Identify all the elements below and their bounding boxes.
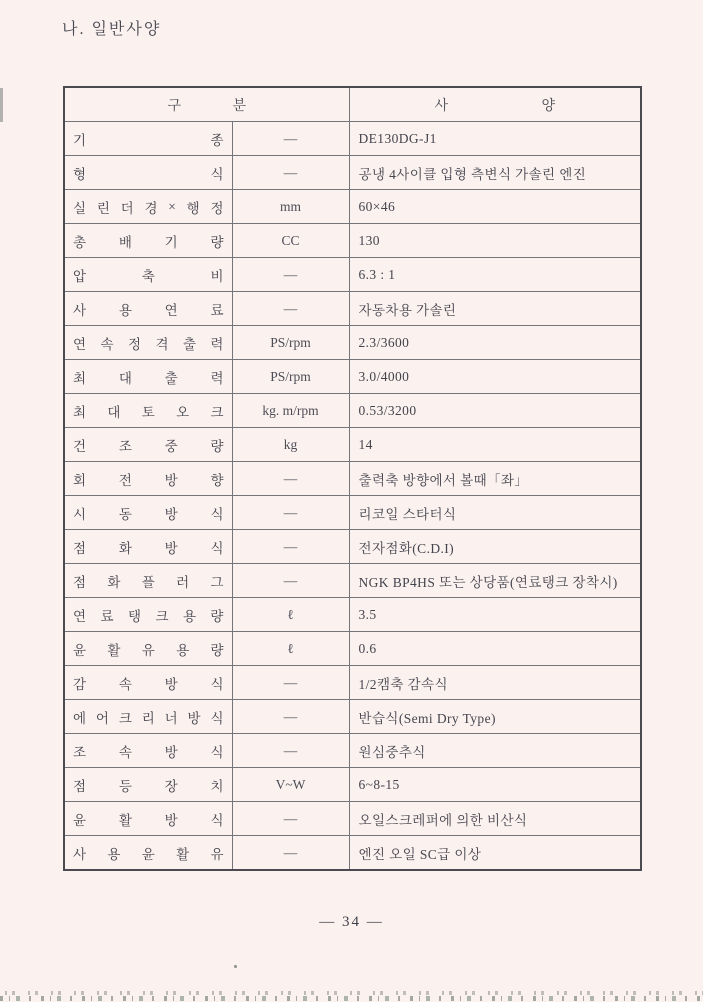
spec-value: 오일스크레퍼에 의한 비산식 [349,802,641,836]
spec-value: 6~8-15 [349,768,641,802]
page-title: 나. 일반사양 [62,21,162,38]
spec-value: 반습식(Semi Dry Type) [349,700,641,734]
spec-unit: PS/rpm [232,360,349,394]
spec-label: 점 화 방 식 [73,540,224,556]
spec-label: 사 용 윤 활 유 [73,846,224,862]
table-row [64,496,641,530]
spec-label: 압 축 비 [73,268,224,284]
spec-label: 시 동 방 식 [73,506,224,522]
spec-value: 리코일 스타터식 [349,496,641,530]
spec-value: 1/2캠축 감속식 [349,666,641,700]
spec-value: 0.6 [349,632,641,666]
spec-label: 회 전 방 향 [73,472,224,488]
spec-unit: — [232,258,349,292]
spec-value: DE130DG-J1 [349,122,641,156]
table-row [64,700,641,734]
spec-label: 점 화 플 러 그 [73,574,224,590]
spec-unit: — [232,700,349,734]
spec-label: 연 속 정 격 출 력 [73,336,224,352]
table-row [64,598,641,632]
table-row [64,122,641,156]
scan-speck-artifact [234,965,237,968]
table-row [64,156,641,190]
spec-label: 최 대 출 력 [73,370,224,386]
table-row [64,836,641,871]
spec-label: 실 린 더 경 × 행 정 [73,198,224,216]
spec-label: 총 배 기 량 [73,234,224,250]
spec-unit: ℓ [232,598,349,632]
spec-value: NGK BP4HS 또는 상당품(연료탱크 장착시) [349,564,641,598]
spec-value: 공냉 4사이클 입형 측변식 가솔린 엔진 [349,156,641,190]
table-row [64,428,641,462]
table-row [64,292,641,326]
spec-value: 출력축 방향에서 볼때「좌」 [349,462,641,496]
spec-table [63,86,642,871]
spec-value: 원심중추식 [349,734,641,768]
table-row [64,360,641,394]
table-row [64,326,641,360]
spec-label: 감 속 방 식 [73,676,224,692]
page-number: — 34 — [319,914,384,930]
scan-noise-band [0,990,703,1001]
header-spec: 사 양 [349,87,641,122]
table-row [64,666,641,700]
spec-unit: CC [232,224,349,258]
spec-unit: kg. m/rpm [232,394,349,428]
spec-label: 조 속 방 식 [73,744,224,760]
spec-value: 0.53/3200 [349,394,641,428]
table-row [64,394,641,428]
spec-unit: — [232,122,349,156]
table-row [64,632,641,666]
spec-value: 2.3/3600 [349,326,641,360]
header-category: 구 분 [64,87,349,122]
spec-value: 전자점화(C.D.I) [349,530,641,564]
spec-unit: — [232,156,349,190]
spec-value: 자동차용 가솔린 [349,292,641,326]
spec-unit: V~W [232,768,349,802]
spec-unit: — [232,496,349,530]
spec-label: 기 종 [73,132,224,148]
table-row [64,462,641,496]
table-row [64,802,641,836]
spec-value: 14 [349,428,641,462]
spec-label: 사 용 연 료 [73,302,224,318]
table-row [64,564,641,598]
spec-label: 형 식 [73,166,224,182]
spec-label: 연 료 탱 크 용 량 [73,608,224,624]
spec-unit: — [232,666,349,700]
spec-value: 3.5 [349,598,641,632]
spec-table-header [64,87,641,122]
scan-edge-artifact [0,88,3,122]
spec-table-body [64,122,641,871]
spec-unit: mm [232,190,349,224]
spec-label: 건 조 중 량 [73,438,224,454]
table-row [64,190,641,224]
spec-value: 3.0/4000 [349,360,641,394]
spec-unit: PS/rpm [232,326,349,360]
table-row [64,224,641,258]
table-row [64,734,641,768]
table-row [64,530,641,564]
spec-value: 6.3 : 1 [349,258,641,292]
spec-unit: — [232,802,349,836]
spec-unit: — [232,530,349,564]
table-row [64,768,641,802]
spec-unit: — [232,462,349,496]
spec-value: 60×46 [349,190,641,224]
spec-label: 윤 활 방 식 [73,812,224,828]
spec-value: 130 [349,224,641,258]
spec-label: 에 어 크 리 너 방 식 [73,710,224,726]
spec-label: 윤 활 유 용 량 [73,642,224,658]
spec-label: 점 등 장 치 [73,778,224,794]
spec-unit: — [232,292,349,326]
spec-value: 엔진 오일 SC급 이상 [349,836,641,871]
spec-unit: kg [232,428,349,462]
spec-unit: — [232,836,349,871]
header-row [64,87,641,122]
spec-unit: — [232,564,349,598]
table-row [64,258,641,292]
spec-label: 최 대 토 오 크 [73,404,224,420]
spec-unit: — [232,734,349,768]
spec-unit: ℓ [232,632,349,666]
